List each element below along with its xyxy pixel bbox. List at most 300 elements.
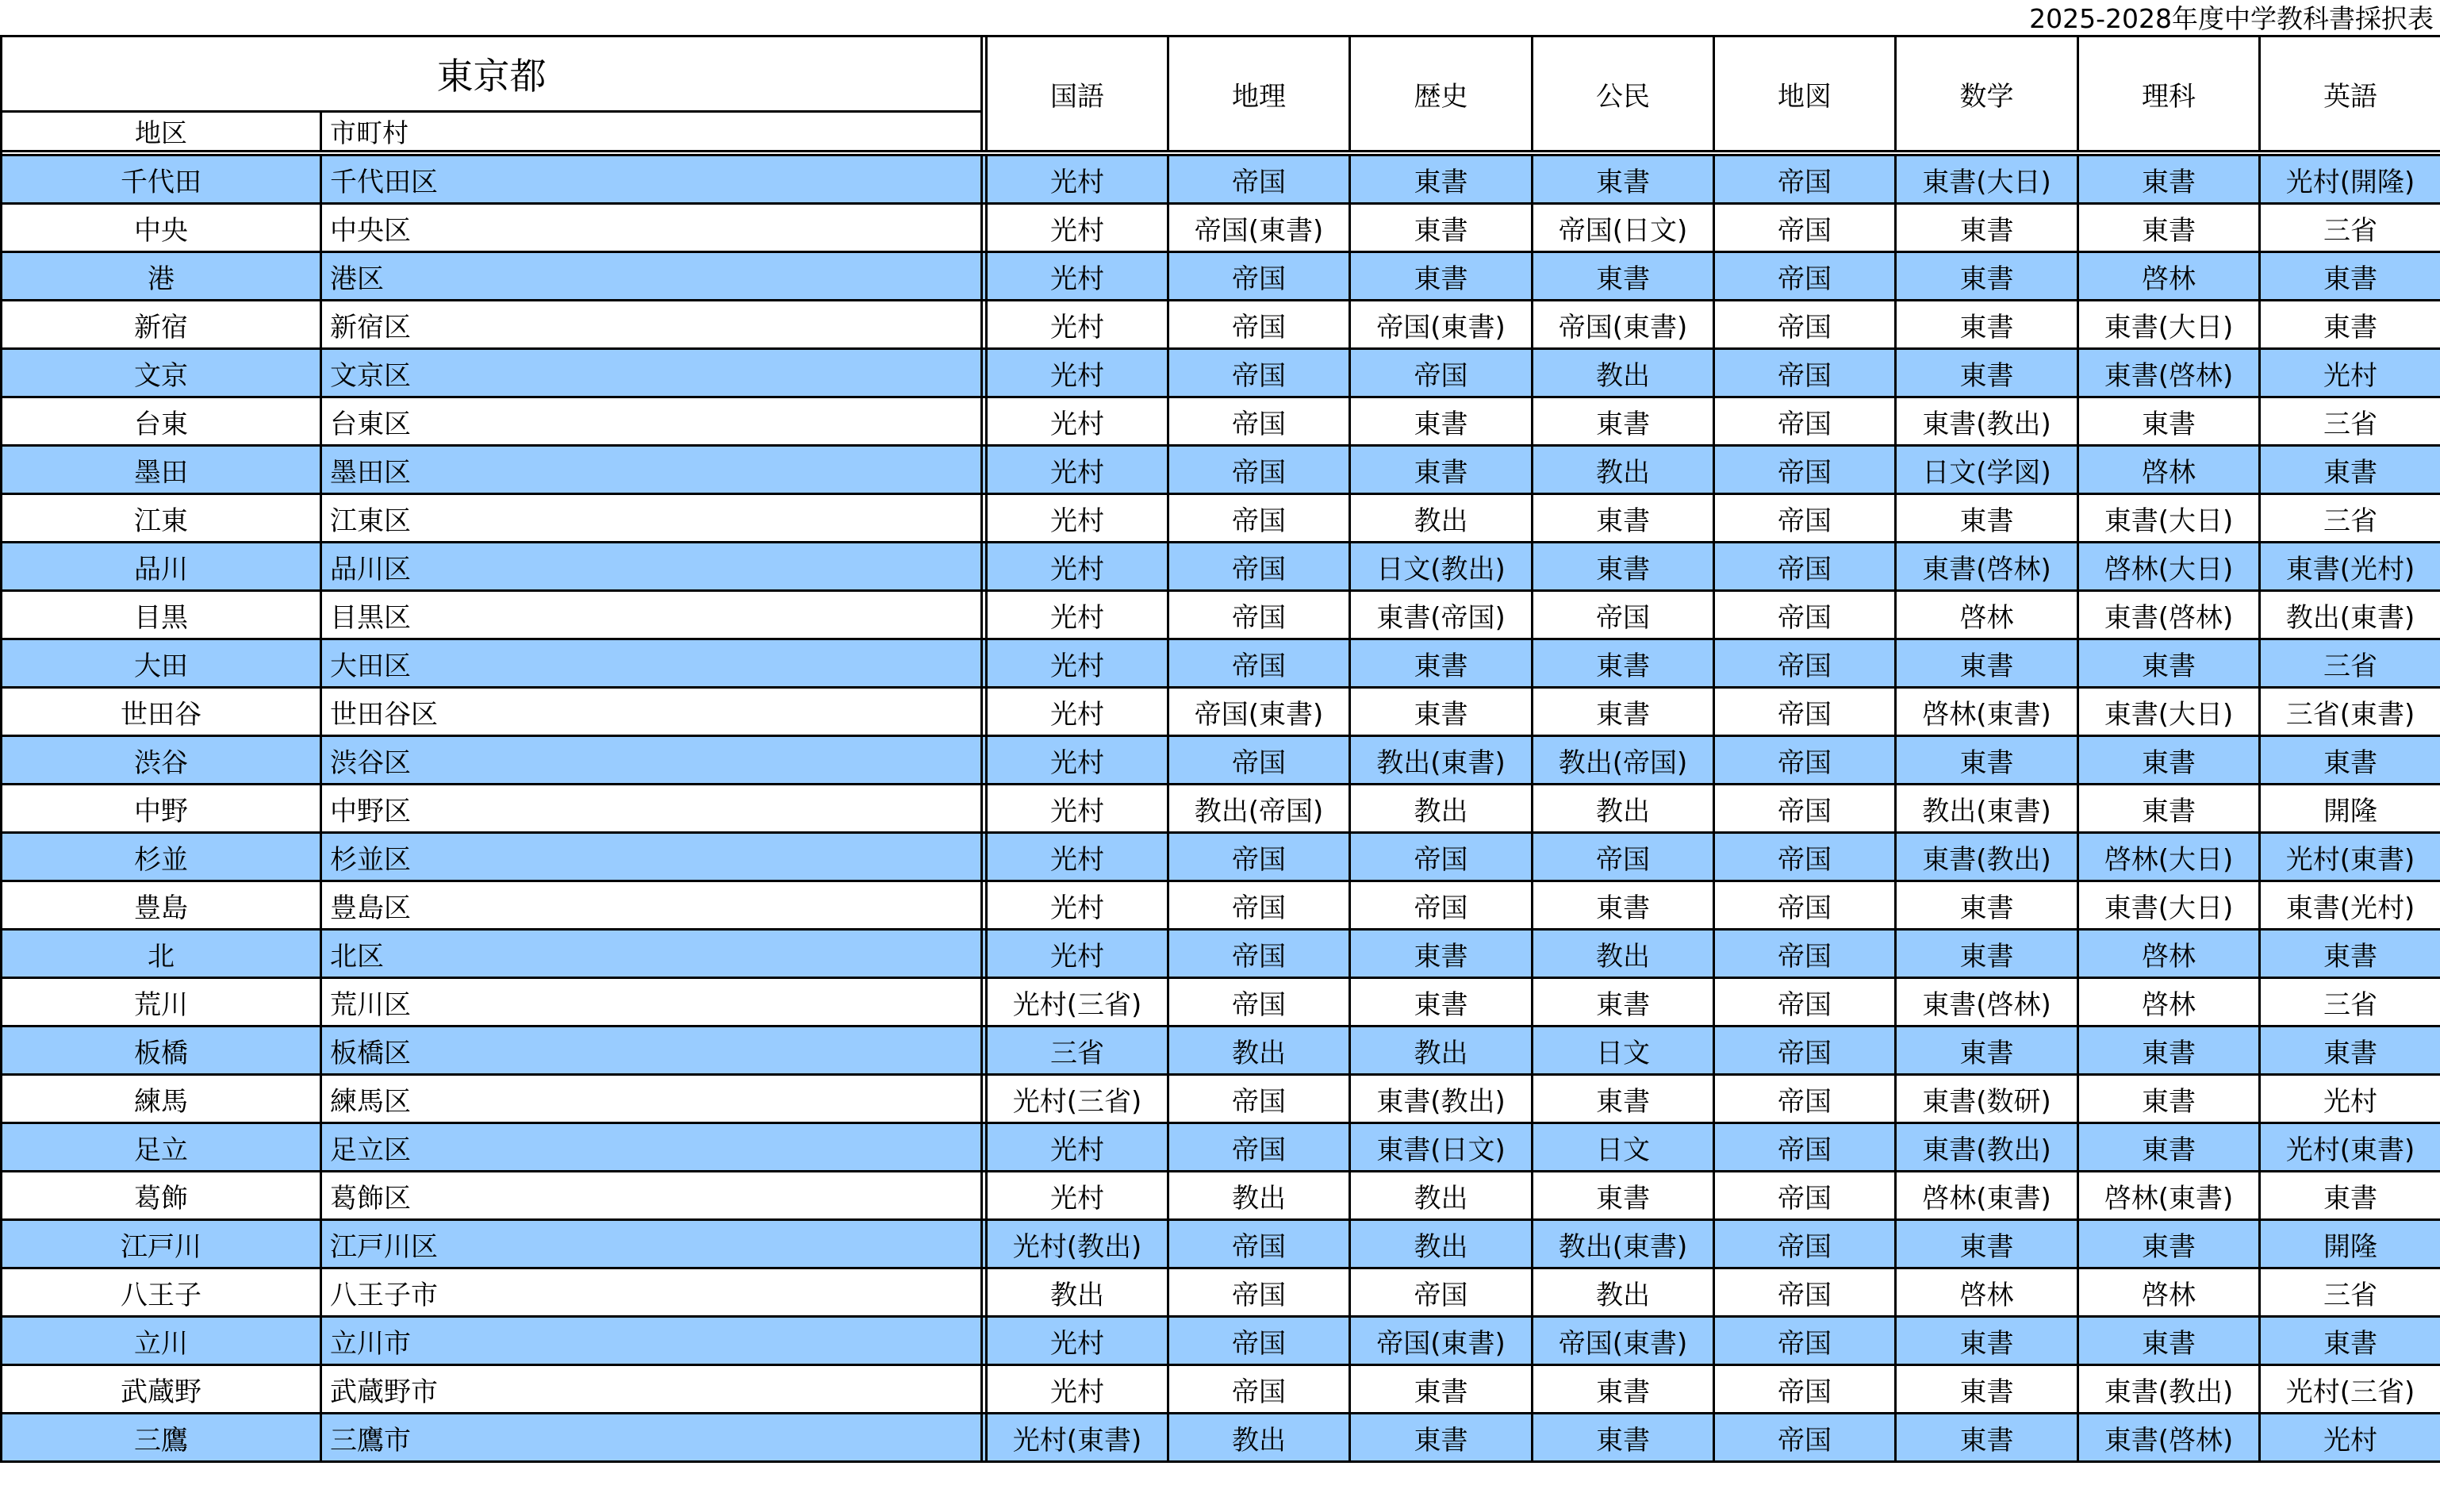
area-cell: 江東: [2, 494, 321, 543]
area-cell: 練馬: [2, 1075, 321, 1123]
textbook-cell: 東書: [1533, 639, 1714, 688]
textbook-cell: 啓林: [2078, 446, 2260, 494]
textbook-cell: 光村: [987, 543, 1168, 591]
table-row: [2, 1414, 2440, 1462]
municipality-cell: 立川市: [321, 1317, 982, 1365]
textbook-cell: 東書(啓林): [2078, 1414, 2260, 1462]
textbook-cell: 東書: [1896, 1414, 2078, 1462]
textbook-cell: 教出: [1350, 494, 1533, 543]
textbook-cell: 帝国: [1168, 1365, 1350, 1414]
textbook-cell: 東書(大日): [2078, 881, 2260, 930]
textbook-cell: 東書: [1896, 930, 2078, 978]
subject-header: 地図: [1714, 36, 1896, 152]
textbook-cell: 帝国: [1714, 1317, 1896, 1365]
textbook-cell: 教出: [987, 1268, 1168, 1317]
area-cell: 八王子: [2, 1268, 321, 1317]
textbook-cell: 帝国: [1168, 881, 1350, 930]
textbook-cell: 三省: [2260, 204, 2440, 252]
textbook-cell: 光村: [987, 833, 1168, 881]
textbook-cell: 帝国: [1168, 1075, 1350, 1123]
textbook-cell: 帝国: [1168, 1220, 1350, 1268]
textbook-cell: 東書: [1533, 1075, 1714, 1123]
textbook-cell: 帝国: [1714, 446, 1896, 494]
textbook-cell: 東書: [1896, 1220, 2078, 1268]
textbook-cell: 東書: [1896, 639, 2078, 688]
textbook-cell: 帝国: [1714, 252, 1896, 301]
textbook-cell: 教出: [1533, 446, 1714, 494]
textbook-cell: 光村(三省): [987, 1075, 1168, 1123]
textbook-cell: 帝国: [1714, 1027, 1896, 1075]
municipality-cell: 墨田区: [321, 446, 982, 494]
textbook-cell: 三省: [2260, 639, 2440, 688]
municipality-cell: 新宿区: [321, 301, 982, 349]
textbook-cell: 帝国: [1168, 930, 1350, 978]
textbook-cell: 教出(帝国): [1533, 736, 1714, 785]
textbook-cell: 帝国: [1168, 639, 1350, 688]
adoption-table: [0, 35, 2440, 1463]
textbook-cell: 帝国: [1714, 688, 1896, 736]
textbook-cell: 帝国: [1350, 833, 1533, 881]
textbook-cell: 光村: [987, 494, 1168, 543]
textbook-cell: 帝国: [1168, 1123, 1350, 1172]
textbook-cell: 帝国: [1714, 1268, 1896, 1317]
textbook-cell: 帝国: [1350, 881, 1533, 930]
table-row: [2, 1365, 2440, 1414]
textbook-cell: 教出: [1533, 785, 1714, 833]
textbook-cell: 光村: [987, 688, 1168, 736]
textbook-cell: 開隆: [2260, 1220, 2440, 1268]
textbook-cell: 帝国: [1168, 155, 1350, 204]
table-row: [2, 446, 2440, 494]
area-cell: 北: [2, 930, 321, 978]
area-cell: 武蔵野: [2, 1365, 321, 1414]
textbook-cell: 教出: [1533, 930, 1714, 978]
textbook-cell: 東書: [1533, 494, 1714, 543]
textbook-cell: 東書: [2078, 1317, 2260, 1365]
textbook-cell: 光村: [987, 785, 1168, 833]
textbook-cell: 東書: [1350, 204, 1533, 252]
textbook-cell: 東書: [1533, 1172, 1714, 1220]
textbook-cell: 東書(啓林): [1896, 978, 2078, 1027]
municipality-cell: 中央区: [321, 204, 982, 252]
textbook-cell: 帝国: [1168, 1317, 1350, 1365]
textbook-cell: 帝国: [1350, 1268, 1533, 1317]
area-cell: 中央: [2, 204, 321, 252]
subject-header: 英語: [2260, 36, 2440, 152]
textbook-cell: 光村: [2260, 1075, 2440, 1123]
textbook-cell: 東書(啓林): [2078, 349, 2260, 397]
textbook-cell: 帝国(東書): [1168, 204, 1350, 252]
textbook-cell: 帝国: [1533, 833, 1714, 881]
table-body: [2, 155, 2440, 1462]
textbook-cell: 啓林: [2078, 252, 2260, 301]
textbook-cell: 光村: [987, 397, 1168, 446]
table-row: [2, 204, 2440, 252]
textbook-cell: 光村: [987, 1317, 1168, 1365]
textbook-cell: 東書(教出): [1896, 833, 2078, 881]
textbook-cell: 啓林: [1896, 1268, 2078, 1317]
municipality-column-header: 市町村: [321, 112, 982, 152]
textbook-cell: 帝国: [1714, 397, 1896, 446]
textbook-cell: 三省(東書): [2260, 688, 2440, 736]
textbook-cell: 教出: [1350, 1027, 1533, 1075]
textbook-cell: 帝国: [1714, 301, 1896, 349]
textbook-cell: 光村: [987, 591, 1168, 639]
textbook-cell: 東書(啓林): [1896, 543, 2078, 591]
textbook-cell: 三省: [2260, 494, 2440, 543]
textbook-cell: 東書: [1896, 349, 2078, 397]
textbook-cell: 光村(東書): [2260, 1123, 2440, 1172]
textbook-cell: 帝国(日文): [1533, 204, 1714, 252]
textbook-cell: 啓林(東書): [1896, 1172, 2078, 1220]
subject-header: 国語: [987, 36, 1168, 152]
textbook-cell: 教出: [1168, 1172, 1350, 1220]
textbook-cell: 教出: [1533, 349, 1714, 397]
table-row: [2, 397, 2440, 446]
textbook-cell: 啓林: [2078, 978, 2260, 1027]
municipality-cell: 葛飾区: [321, 1172, 982, 1220]
area-cell: 豊島: [2, 881, 321, 930]
textbook-cell: 帝国: [1714, 639, 1896, 688]
table-row: [2, 688, 2440, 736]
textbook-cell: 帝国: [1168, 349, 1350, 397]
textbook-cell: 教出(東書): [1533, 1220, 1714, 1268]
table-row: [2, 639, 2440, 688]
textbook-cell: 光村(三省): [2260, 1365, 2440, 1414]
textbook-cell: 東書: [1896, 1365, 2078, 1414]
municipality-cell: 八王子市: [321, 1268, 982, 1317]
textbook-cell: 東書: [1896, 494, 2078, 543]
textbook-cell: 日文(教出): [1350, 543, 1533, 591]
textbook-cell: 東書: [2260, 1172, 2440, 1220]
area-cell: 立川: [2, 1317, 321, 1365]
textbook-cell: 東書(大日): [2078, 688, 2260, 736]
textbook-cell: 光村(東書): [2260, 833, 2440, 881]
table-row: [2, 833, 2440, 881]
table-row: [2, 1172, 2440, 1220]
textbook-cell: 東書: [2078, 1075, 2260, 1123]
textbook-cell: 帝国: [1168, 397, 1350, 446]
textbook-cell: 東書(数研): [1896, 1075, 2078, 1123]
area-cell: 大田: [2, 639, 321, 688]
subject-header: 理科: [2078, 36, 2260, 152]
textbook-cell: 東書(大日): [1896, 155, 2078, 204]
textbook-cell: 啓林(大日): [2078, 833, 2260, 881]
textbook-cell: 帝国: [1533, 591, 1714, 639]
area-cell: 江戸川: [2, 1220, 321, 1268]
textbook-cell: 光村: [987, 639, 1168, 688]
textbook-cell: 東書(光村): [2260, 881, 2440, 930]
textbook-cell: 東書: [2260, 1027, 2440, 1075]
area-cell: 葛飾: [2, 1172, 321, 1220]
area-cell: 世田谷: [2, 688, 321, 736]
table-row: [2, 1317, 2440, 1365]
textbook-cell: 東書: [2078, 1027, 2260, 1075]
textbook-cell: 光村: [987, 1123, 1168, 1172]
municipality-cell: 中野区: [321, 785, 982, 833]
textbook-cell: 東書: [1533, 155, 1714, 204]
textbook-cell: 帝国: [1168, 494, 1350, 543]
textbook-cell: 東書(啓林): [2078, 591, 2260, 639]
textbook-cell: 光村: [987, 301, 1168, 349]
textbook-cell: 教出(東書): [2260, 591, 2440, 639]
textbook-cell: 帝国: [1168, 1268, 1350, 1317]
area-cell: 渋谷: [2, 736, 321, 785]
textbook-cell: 光村(開隆): [2260, 155, 2440, 204]
municipality-cell: 世田谷区: [321, 688, 982, 736]
textbook-cell: 東書: [1533, 881, 1714, 930]
area-cell: 三鷹: [2, 1414, 321, 1462]
textbook-cell: 帝国: [1714, 736, 1896, 785]
municipality-cell: 武蔵野市: [321, 1365, 982, 1414]
textbook-cell: 東書: [2078, 785, 2260, 833]
textbook-cell: 光村: [987, 252, 1168, 301]
municipality-cell: 三鷹市: [321, 1414, 982, 1462]
table-row: [2, 543, 2440, 591]
table-row: [2, 301, 2440, 349]
textbook-cell: 帝国: [1350, 349, 1533, 397]
textbook-cell: 日文: [1533, 1027, 1714, 1075]
textbook-cell: 日文: [1533, 1123, 1714, 1172]
textbook-cell: 光村: [987, 1172, 1168, 1220]
textbook-cell: 東書(日文): [1350, 1123, 1533, 1172]
textbook-cell: 東書(大日): [2078, 494, 2260, 543]
area-cell: 港: [2, 252, 321, 301]
textbook-cell: 東書: [1533, 1365, 1714, 1414]
municipality-cell: 練馬区: [321, 1075, 982, 1123]
municipality-cell: 杉並区: [321, 833, 982, 881]
textbook-cell: 東書: [2260, 1317, 2440, 1365]
textbook-cell: 光村: [987, 930, 1168, 978]
textbook-cell: 帝国: [1714, 155, 1896, 204]
textbook-cell: 光村: [987, 349, 1168, 397]
textbook-cell: 東書: [2078, 736, 2260, 785]
municipality-cell: 豊島区: [321, 881, 982, 930]
textbook-cell: 帝国: [1714, 1123, 1896, 1172]
textbook-cell: 啓林(大日): [2078, 543, 2260, 591]
textbook-cell: 帝国: [1168, 736, 1350, 785]
textbook-cell: 光村: [987, 736, 1168, 785]
table-row: [2, 881, 2440, 930]
municipality-cell: 品川区: [321, 543, 982, 591]
textbook-cell: 東書: [1896, 1027, 2078, 1075]
textbook-cell: 帝国: [1714, 785, 1896, 833]
textbook-cell: 東書: [1350, 155, 1533, 204]
textbook-cell: 帝国: [1714, 833, 1896, 881]
textbook-cell: 東書: [2078, 639, 2260, 688]
textbook-cell: 東書: [2078, 1220, 2260, 1268]
textbook-cell: 光村(教出): [987, 1220, 1168, 1268]
textbook-cell: 東書: [1350, 688, 1533, 736]
textbook-cell: 帝国: [1714, 349, 1896, 397]
textbook-cell: 帝国: [1168, 978, 1350, 1027]
textbook-cell: 教出(帝国): [1168, 785, 1350, 833]
subject-header: 地理: [1168, 36, 1350, 152]
textbook-cell: 東書: [2260, 930, 2440, 978]
municipality-cell: 目黒区: [321, 591, 982, 639]
textbook-cell: 光村: [987, 446, 1168, 494]
textbook-cell: 光村: [987, 155, 1168, 204]
area-column-header: 地区: [2, 112, 321, 152]
textbook-cell: 東書: [2078, 1123, 2260, 1172]
textbook-cell: 帝国: [1714, 978, 1896, 1027]
textbook-cell: 帝国: [1714, 881, 1896, 930]
textbook-cell: 光村(東書): [987, 1414, 1168, 1462]
textbook-cell: 東書(教出): [2078, 1365, 2260, 1414]
textbook-cell: 東書: [2078, 155, 2260, 204]
textbook-cell: 東書: [1896, 301, 2078, 349]
table-row: [2, 930, 2440, 978]
textbook-cell: 帝国: [1714, 543, 1896, 591]
textbook-cell: 帝国(東書): [1350, 1317, 1533, 1365]
textbook-cell: 帝国: [1168, 301, 1350, 349]
textbook-cell: 啓林: [2078, 930, 2260, 978]
municipality-cell: 板橋区: [321, 1027, 982, 1075]
textbook-cell: 帝国(東書): [1533, 1317, 1714, 1365]
municipality-cell: 大田区: [321, 639, 982, 688]
textbook-cell: 東書(教出): [1896, 397, 2078, 446]
textbook-cell: 東書: [1896, 736, 2078, 785]
textbook-cell: 東書: [2078, 204, 2260, 252]
textbook-cell: 教出: [1168, 1027, 1350, 1075]
textbook-cell: 東書(教出): [1896, 1123, 2078, 1172]
textbook-cell: 東書: [1350, 397, 1533, 446]
textbook-cell: 光村: [2260, 349, 2440, 397]
textbook-cell: 東書: [1896, 252, 2078, 301]
textbook-cell: 東書: [2260, 446, 2440, 494]
textbook-cell: 三省: [987, 1027, 1168, 1075]
textbook-cell: 帝国(東書): [1350, 301, 1533, 349]
textbook-cell: 東書(大日): [2078, 301, 2260, 349]
area-cell: 足立: [2, 1123, 321, 1172]
table-row: [2, 252, 2440, 301]
textbook-cell: 東書: [1533, 543, 1714, 591]
area-cell: 杉並: [2, 833, 321, 881]
area-cell: 品川: [2, 543, 321, 591]
textbook-cell: 帝国: [1714, 1220, 1896, 1268]
textbook-cell: 東書: [1896, 1317, 2078, 1365]
textbook-cell: 東書: [1350, 930, 1533, 978]
municipality-cell: 港区: [321, 252, 982, 301]
textbook-cell: 帝国(東書): [1168, 688, 1350, 736]
subject-header: 公民: [1533, 36, 1714, 152]
document-title: 2025-2028年度中学教科書採択表: [2029, 3, 2434, 34]
textbook-cell: 東書: [1350, 1414, 1533, 1462]
table-row: [2, 494, 2440, 543]
textbook-cell: 帝国: [1714, 1365, 1896, 1414]
table-row: [2, 591, 2440, 639]
textbook-cell: 光村: [987, 881, 1168, 930]
textbook-cell: 帝国: [1714, 1172, 1896, 1220]
table-row: [2, 155, 2440, 204]
area-cell: 千代田: [2, 155, 321, 204]
textbook-cell: 東書: [1533, 1414, 1714, 1462]
municipality-cell: 江東区: [321, 494, 982, 543]
municipality-cell: 足立区: [321, 1123, 982, 1172]
area-cell: 新宿: [2, 301, 321, 349]
textbook-cell: 東書: [1350, 1365, 1533, 1414]
textbook-cell: 三省: [2260, 1268, 2440, 1317]
textbook-cell: 東書(帝国): [1350, 591, 1533, 639]
textbook-cell: 三省: [2260, 978, 2440, 1027]
textbook-cell: 東書: [1533, 978, 1714, 1027]
municipality-cell: 荒川区: [321, 978, 982, 1027]
textbook-cell: 東書: [2260, 301, 2440, 349]
textbook-cell: 光村: [2260, 1414, 2440, 1462]
textbook-cell: 光村: [987, 1365, 1168, 1414]
textbook-cell: 教出(東書): [1896, 785, 2078, 833]
municipality-cell: 文京区: [321, 349, 982, 397]
textbook-cell: 東書: [1533, 252, 1714, 301]
prefecture-heading: 東京都: [2, 36, 982, 112]
textbook-cell: 帝国: [1168, 446, 1350, 494]
municipality-cell: 渋谷区: [321, 736, 982, 785]
textbook-cell: 啓林(東書): [2078, 1172, 2260, 1220]
municipality-cell: 江戸川区: [321, 1220, 982, 1268]
textbook-cell: 帝国: [1714, 591, 1896, 639]
textbook-cell: 東書: [1350, 252, 1533, 301]
textbook-cell: 啓林: [1896, 591, 2078, 639]
textbook-cell: 教出: [1350, 785, 1533, 833]
municipality-cell: 台東区: [321, 397, 982, 446]
textbook-cell: 帝国: [1168, 252, 1350, 301]
textbook-cell: 東書: [1350, 978, 1533, 1027]
area-cell: 中野: [2, 785, 321, 833]
textbook-cell: 東書: [1896, 881, 2078, 930]
subject-header: 数学: [1896, 36, 2078, 152]
table-row: [2, 1075, 2440, 1123]
textbook-cell: 教出: [1168, 1414, 1350, 1462]
municipality-cell: 北区: [321, 930, 982, 978]
textbook-cell: 東書: [1350, 446, 1533, 494]
table-row: [2, 736, 2440, 785]
table-row: [2, 785, 2440, 833]
municipality-cell: 千代田区: [321, 155, 982, 204]
subject-header: 歴史: [1350, 36, 1533, 152]
table-row: [2, 1220, 2440, 1268]
textbook-cell: 啓林(東書): [1896, 688, 2078, 736]
textbook-cell: 帝国: [1168, 591, 1350, 639]
textbook-cell: 帝国: [1714, 204, 1896, 252]
textbook-cell: 教出: [1350, 1220, 1533, 1268]
textbook-cell: 日文(学図): [1896, 446, 2078, 494]
textbook-cell: 東書: [2260, 736, 2440, 785]
textbook-cell: 帝国: [1168, 833, 1350, 881]
table-row: [2, 1268, 2440, 1317]
textbook-cell: 教出(東書): [1350, 736, 1533, 785]
textbook-cell: 三省: [2260, 397, 2440, 446]
textbook-cell: 東書: [1896, 204, 2078, 252]
textbook-cell: 帝国: [1714, 1075, 1896, 1123]
area-cell: 荒川: [2, 978, 321, 1027]
textbook-cell: 東書(教出): [1350, 1075, 1533, 1123]
textbook-cell: 帝国: [1168, 543, 1350, 591]
textbook-cell: 東書(光村): [2260, 543, 2440, 591]
textbook-cell: 帝国(東書): [1533, 301, 1714, 349]
textbook-cell: 東書: [1533, 688, 1714, 736]
textbook-cell: 東書: [1533, 397, 1714, 446]
textbook-cell: 光村(三省): [987, 978, 1168, 1027]
textbook-cell: 教出: [1350, 1172, 1533, 1220]
table-header: [2, 36, 2440, 155]
area-cell: 板橋: [2, 1027, 321, 1075]
textbook-cell: 東書: [2078, 397, 2260, 446]
table-row: [2, 978, 2440, 1027]
area-cell: 文京: [2, 349, 321, 397]
textbook-cell: 教出: [1533, 1268, 1714, 1317]
area-cell: 墨田: [2, 446, 321, 494]
textbook-cell: 光村: [987, 204, 1168, 252]
